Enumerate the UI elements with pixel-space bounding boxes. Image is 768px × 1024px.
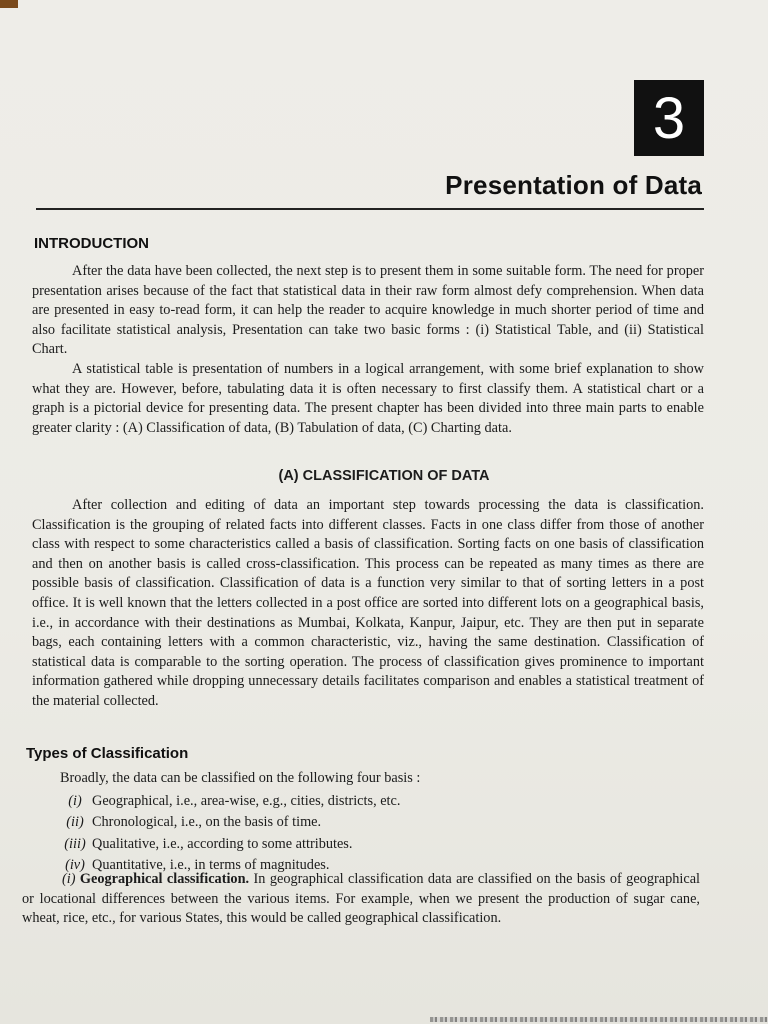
- title-rule: [36, 208, 704, 210]
- introduction-paragraph-2: A statistical table is presentation of numbers in a logical arrangement, with some brief explanation to show what they are. However, before, tabulating data it is often necessary to first classify them. A statistical chart or a graph is a pictorial device for presenting data. The present chapter has been divided into three main parts to enable greater clarity : (A) Classification of data, (B) Tabulation of data, (C) Charting data.: [32, 360, 704, 436]
- introduction-text: [32, 262, 704, 438]
- geographical-description: In geographical classification data are classified on the basis of geographical or locational differences between the various items. For example, when we present the production of sugar cane, wheat, rice, etc., for various States, this would be called geographical classification.: [22, 871, 701, 927]
- list-item-text: Geographical, i.e., area-wise, e.g., cities, districts, etc.: [92, 792, 401, 809]
- list-item-text: Chronological, i.e., on the basis of time.: [92, 814, 322, 830]
- page-corner-mark: [0, 0, 18, 8]
- chapter-number: 3: [652, 85, 686, 151]
- list-item: [58, 791, 698, 813]
- chapter-title: Presentation of Data: [445, 170, 702, 200]
- types-lead: Broadly, the data can be classified on the following four basis :: [60, 770, 421, 786]
- classification-text: [32, 496, 704, 712]
- geographical-classification-text: [22, 870, 700, 929]
- list-item-number: (ii): [66, 814, 84, 830]
- introduction-paragraph-1: After the data have been collected, the next step is to present them in some suitable form. The need for proper presentation arises because of the fact that statistical data in their raw form almost defy comprehension. When data are presented in easy to-read form, it can help the reader to acquire knowledge in much shorter period of time and also facilitate statistical analysis, Presentation can take two basic forms : (i) Statistical Table, and (ii) Statistical Chart.: [32, 263, 704, 358]
- introduction-heading: INTRODUCTION: [34, 235, 149, 252]
- classification-paragraph: After collection and editing of data an important step towards processing the data is classification. Classification is the grouping of related facts into different classes. Facts in one class differ from those of another class with respect to some characteristics called a basis of classification. Sorting facts on one basis of classification and then on another basis is called cross-classification. This process can be repeated as many times as there are possible basis of classification. Classification of data is a function very similar to that of sorting letters in a post office. It is well known that the letters collected in a post office are sorted into different lots on a geographical basis, i.e., in accordance with their destinations as Mumbai, Kolkata, Kanpur, Jaipur, etc. They are then put in separate bags, each containing letters with a common characteristic, viz., having the same destination. Classification of statistical data is comparable to the sorting operation. The process of classification gives prominence to important information gathered while dropping unnecessary details facilitates comparison and enables a statistical treatment of the material collected.: [32, 497, 704, 709]
- geographical-prefix: (i): [62, 871, 76, 887]
- list-item-number: (iii): [64, 835, 86, 852]
- list-item-number: (iv): [65, 857, 85, 873]
- list-item: [58, 834, 698, 856]
- geographical-term: Geographical classification.: [79, 871, 250, 887]
- types-list: [58, 768, 698, 877]
- list-item-number: (i): [68, 792, 82, 809]
- list-item-text: Quantitative, i.e., in terms of magnitudes.: [92, 857, 330, 873]
- chapter-number-box: [634, 80, 704, 156]
- list-item: [58, 812, 698, 834]
- types-heading: Types of Classification: [26, 745, 189, 762]
- page-bottom-edge: [430, 1017, 768, 1022]
- classification-heading: (A) CLASSIFICATION OF DATA: [278, 468, 490, 484]
- list-item-text: Qualitative, i.e., according to some attributes.: [92, 835, 353, 852]
